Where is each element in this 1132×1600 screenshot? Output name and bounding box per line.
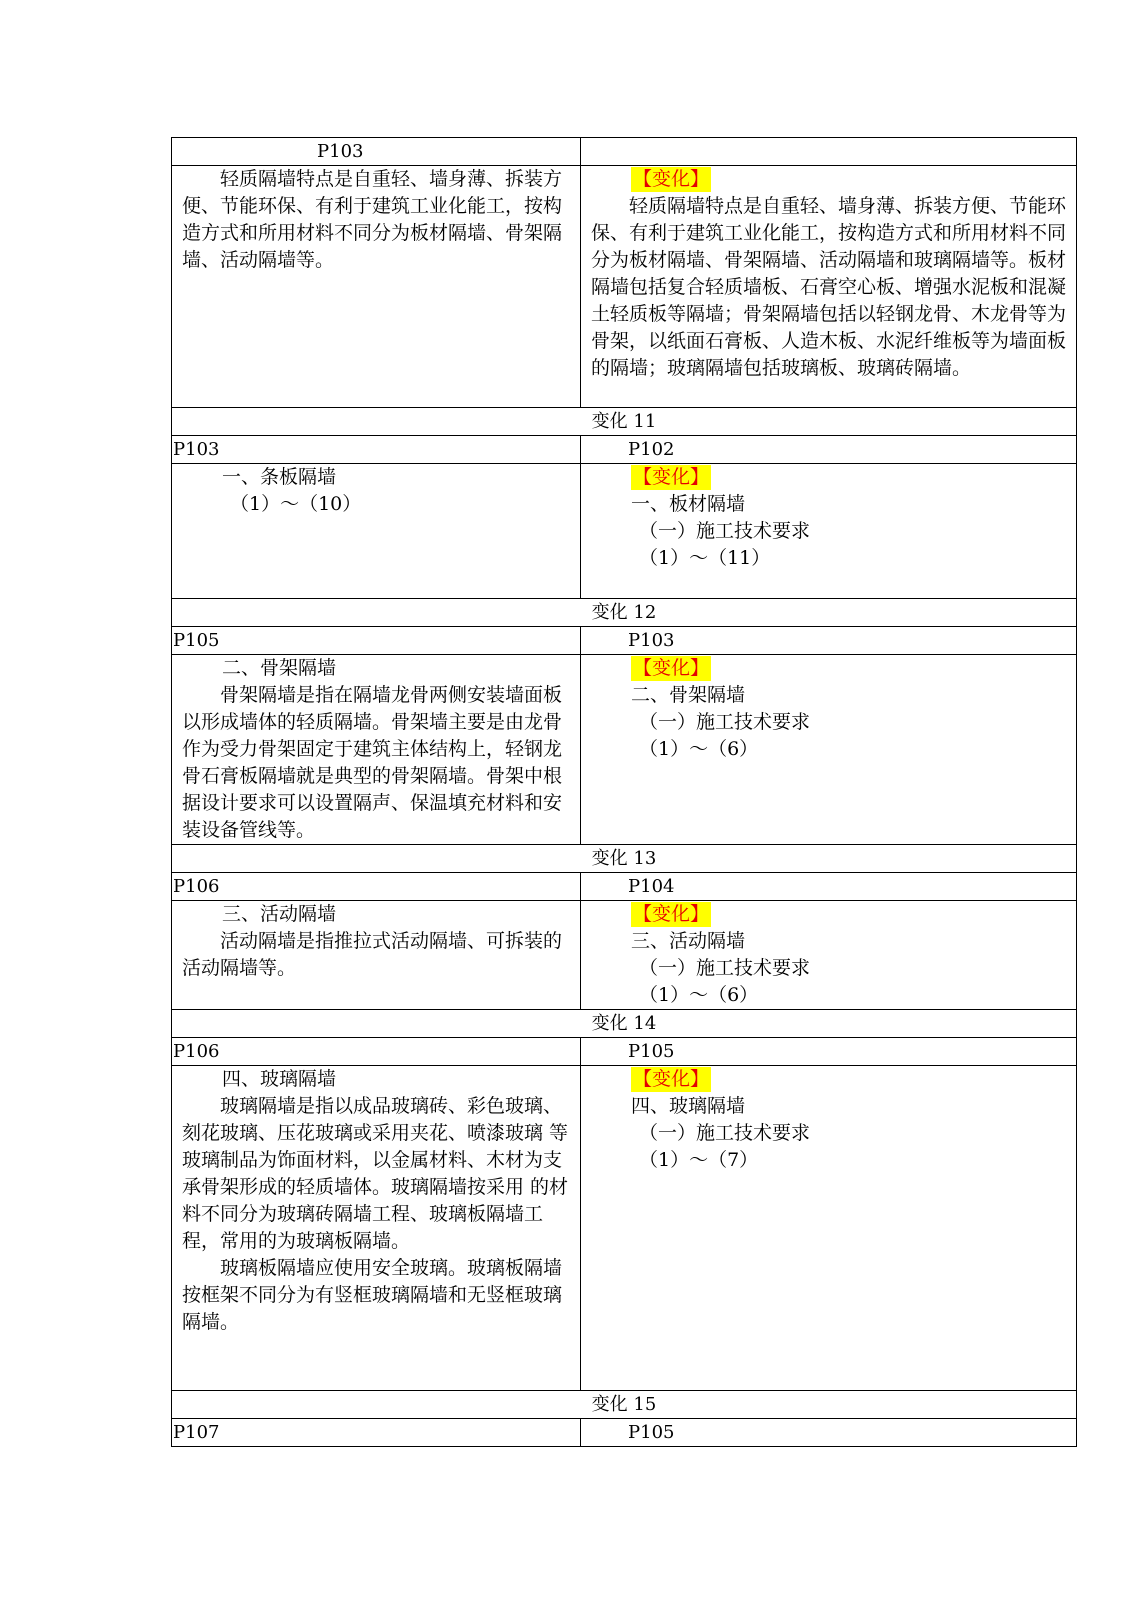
right-content [581, 464, 1077, 599]
left-page-ref: P106 [172, 1038, 581, 1066]
change-label-row [172, 1010, 1077, 1038]
section-title: 三、活动隔墙 [631, 930, 746, 952]
right-page-ref: P103 [581, 627, 1077, 655]
content-row [172, 1066, 1077, 1391]
paragraph: 玻璃板隔墙应使用安全玻璃。玻璃板隔墙按框架不同分为有竖框玻璃隔墙和无竖框玻璃隔墙。 [182, 1257, 563, 1333]
left-content [172, 655, 581, 845]
ref-row [172, 436, 1077, 464]
ref-row [172, 627, 1077, 655]
change-tag: 【变化】 [633, 1068, 710, 1090]
right-content [581, 1066, 1077, 1391]
change-tag: 【变化】 [633, 168, 710, 190]
change-label-row [172, 845, 1077, 873]
left-page-ref: P105 [172, 627, 581, 655]
right-page-ref: P102 [581, 436, 1077, 464]
section-title: 二、骨架隔墙 [222, 657, 337, 679]
left-content [172, 166, 581, 408]
change-tag: 【变化】 [633, 903, 710, 925]
change-label-row [172, 408, 1077, 436]
item-range: （1）～（11） [639, 547, 771, 569]
comparison-table [171, 137, 1077, 1447]
right-page-ref: P105 [581, 1419, 1077, 1447]
right-content [581, 166, 1077, 408]
item-range: （1）～（10） [230, 493, 362, 515]
section-title: 一、板材隔墙 [631, 493, 746, 515]
subsection-title: （一）施工技术要求 [639, 957, 811, 979]
subsection-title: （一）施工技术要求 [639, 711, 811, 733]
change-label-row [172, 1391, 1077, 1419]
content-row [172, 166, 1077, 408]
paragraph: 轻质隔墙特点是自重轻、墙身薄、拆装方便、节能环保、有利于建筑工业化能工，按构造方式和所用材料不同分为板材隔墙、骨架隔墙、活动隔墙等。 [182, 168, 563, 271]
paragraph: 轻质隔墙特点是自重轻、墙身薄、拆装方便、节能环保、有利于建筑工业化能工，按构造方式和所用材料不同分为板材隔墙、骨架隔墙、活动隔墙和玻璃隔墙等。板材隔墙包括复合轻质墙板、石膏空心板、增强水泥板和混凝土轻质板等隔墙；骨架隔墙包括以轻钢龙骨、木龙骨等为骨架，以纸面石膏板、人造木板、水泥纤维板等为墙面板的隔墙；玻璃隔墙包括玻璃板、玻璃砖隔墙。 [591, 195, 1067, 379]
change-label: 变化 11 [172, 408, 1077, 436]
paragraph: 玻璃隔墙是指以成品玻璃砖、彩色玻璃、刻花玻璃、压花玻璃或采用夹花、喷漆玻璃 等玻璃制品为饰面材料，以金属材料、木材为支承骨架形成的轻质墙体。玻璃隔墙按采用 的材料不同分为玻璃砖隔墙工程、玻璃板隔墙工程，常用的为玻璃板隔墙。 [182, 1095, 569, 1252]
section-title: 一、条板隔墙 [222, 466, 337, 488]
change-tag: 【变化】 [633, 466, 710, 488]
ref-row [172, 138, 1077, 166]
section-title: 四、玻璃隔墙 [631, 1095, 746, 1117]
left-page-ref: P106 [172, 873, 581, 901]
item-range: （1）～（6） [639, 984, 759, 1006]
subsection-title: （一）施工技术要求 [639, 520, 811, 542]
section-title: 四、玻璃隔墙 [222, 1068, 337, 1090]
item-range: （1）～（6） [639, 738, 759, 760]
content-row [172, 464, 1077, 599]
left-page-ref: P103 [172, 138, 581, 166]
left-page-ref: P103 [172, 436, 581, 464]
change-label-row [172, 599, 1077, 627]
change-tag: 【变化】 [633, 657, 710, 679]
content-row [172, 901, 1077, 1010]
change-label: 变化 14 [172, 1010, 1077, 1038]
right-content [581, 901, 1077, 1010]
right-page-ref [581, 138, 1077, 166]
left-content [172, 464, 581, 599]
right-page-ref: P104 [581, 873, 1077, 901]
change-label: 变化 12 [172, 599, 1077, 627]
section-title: 二、骨架隔墙 [631, 684, 746, 706]
paragraph: 活动隔墙是指推拉式活动隔墙、可拆装的活动隔墙等。 [182, 930, 563, 979]
paragraph: 骨架隔墙是指在隔墙龙骨两侧安装墙面板以形成墙体的轻质隔墙。骨架墙主要是由龙骨作为受力骨架固定于建筑主体结构上，轻钢龙骨石膏板隔墙就是典型的骨架隔墙。骨架中根据设计要求可以设置隔声、保温填充材料和安装设备管线等。 [182, 684, 563, 841]
left-page-ref: P107 [172, 1419, 581, 1447]
content-row [172, 655, 1077, 845]
ref-row [172, 873, 1077, 901]
change-label: 变化 13 [172, 845, 1077, 873]
right-page-ref: P105 [581, 1038, 1077, 1066]
change-label: 变化 15 [172, 1391, 1077, 1419]
subsection-title: （一）施工技术要求 [639, 1122, 811, 1144]
right-content [581, 655, 1077, 845]
ref-row [172, 1419, 1077, 1447]
ref-row [172, 1038, 1077, 1066]
section-title: 三、活动隔墙 [222, 903, 337, 925]
left-content [172, 1066, 581, 1391]
left-content [172, 901, 581, 1010]
item-range: （1）～（7） [639, 1149, 759, 1171]
